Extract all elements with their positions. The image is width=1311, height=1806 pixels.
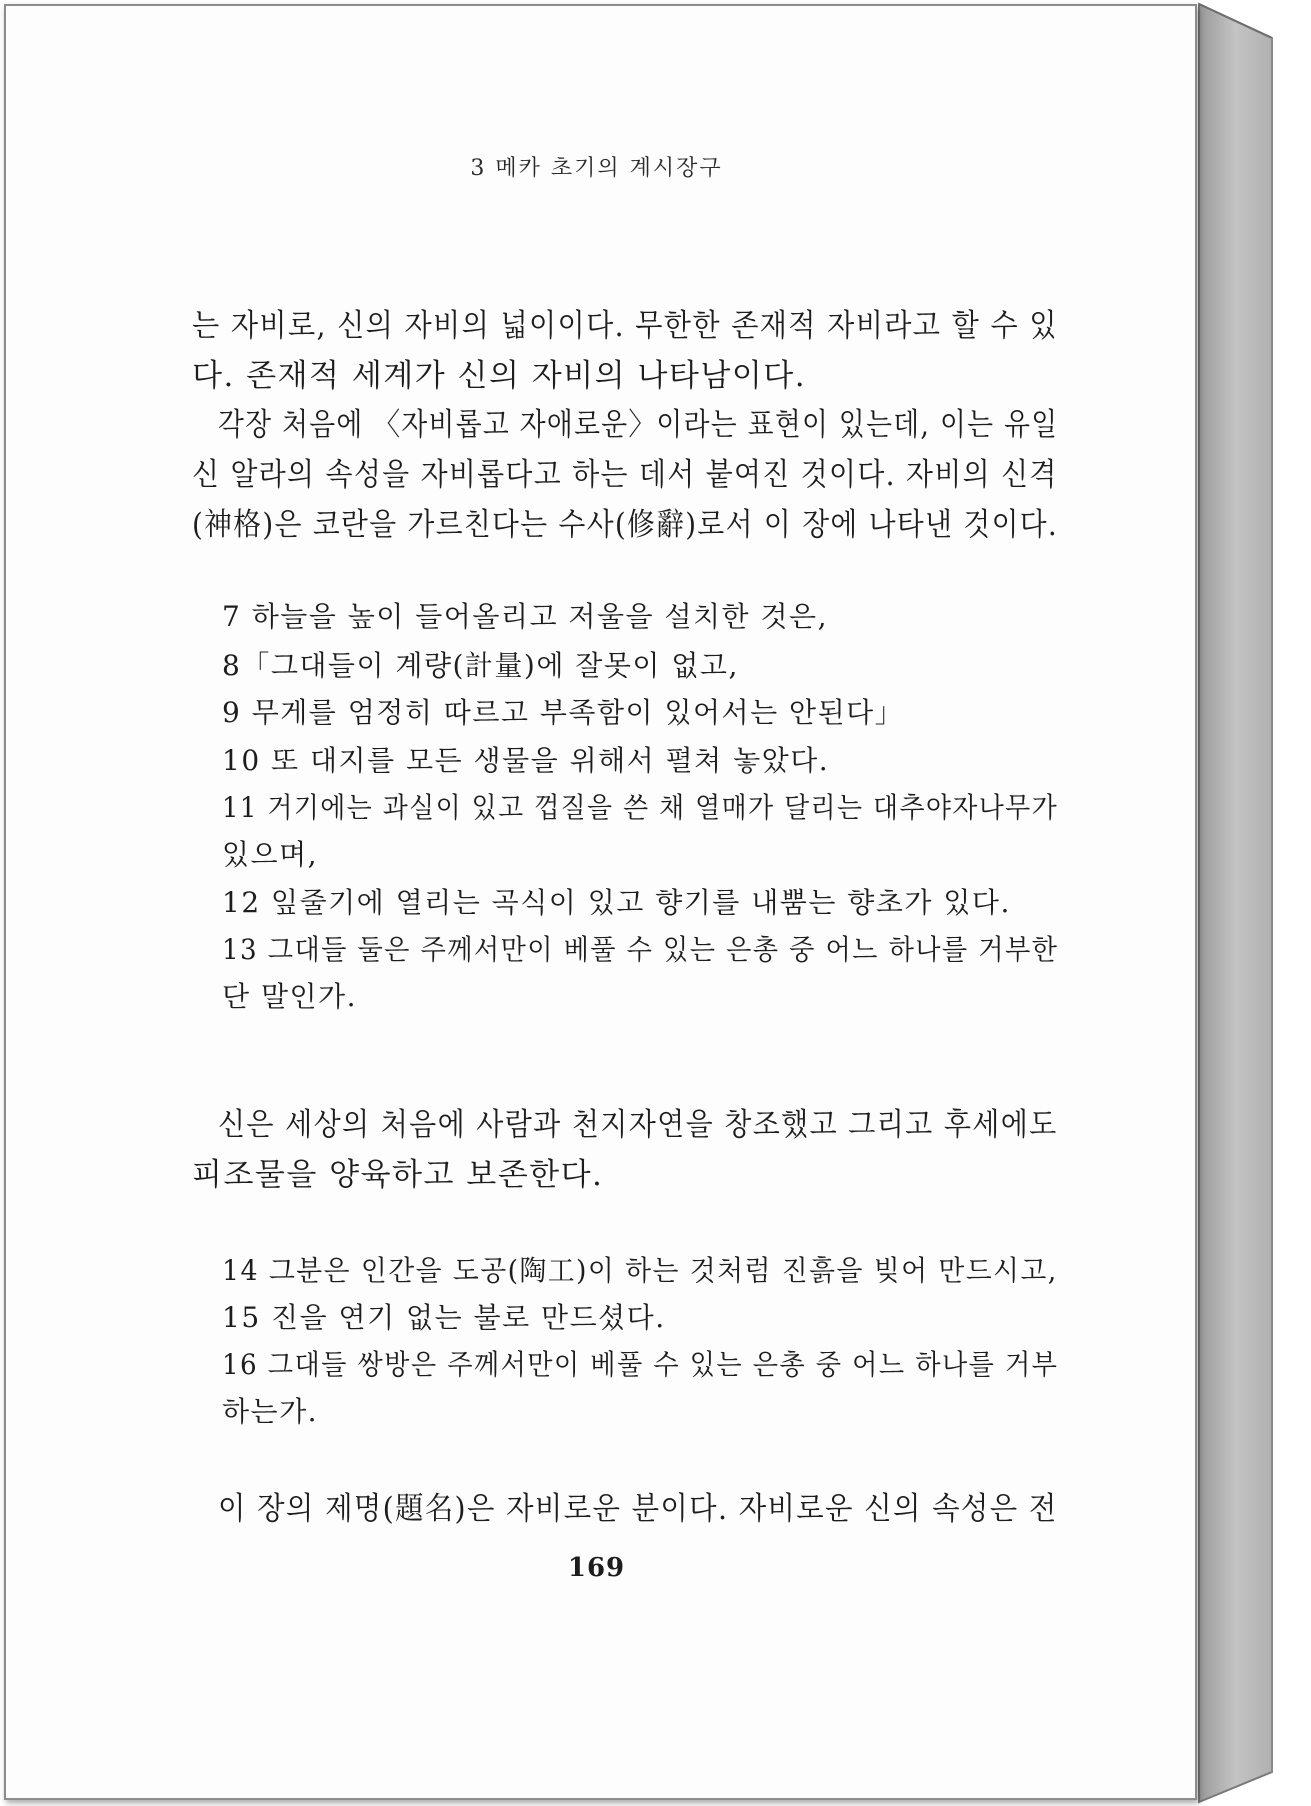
- running-head: 3 메카 초기의 계시장구: [470, 156, 723, 181]
- verse-line: 9 무게를 엄정히 따르고 부족함이 있어서는 안된다」: [222, 696, 905, 729]
- verse-line: 13 그대들 둘은 주께서만이 베풀 수 있는 은총 중 어느 하나를 거부한: [222, 933, 1059, 966]
- paragraph-line: 각장 처음에 〈자비롭고 자애로운〉이라는 표현이 있는데, 이는 유일: [218, 407, 1059, 443]
- verse-line: 16 그대들 쌍방은 주께서만이 베풀 수 있는 은총 중 어느 하나를 거부: [222, 1348, 1059, 1381]
- page-number: 169: [567, 1553, 626, 1583]
- paragraph-line: 피조물을 양육하고 보존한다.: [192, 1157, 604, 1193]
- paragraph-line: 신 알라의 속성을 자비롭다고 하는 데서 붙여진 것이다. 자비의 신격: [192, 457, 1058, 493]
- paragraph-line: 이 장의 제명(題名)은 자비로운 분이다. 자비로운 신의 속성은 전: [218, 1491, 1058, 1527]
- verse-line: 단 말인가.: [222, 980, 357, 1013]
- paragraph-line: 는 자비로, 신의 자비의 넓이이다. 무한한 존재적 자비라고 할 수 있: [192, 308, 1058, 344]
- paragraph-line: 신은 세상의 처음에 사람과 천지자연을 창조했고 그리고 후세에도: [218, 1107, 1058, 1143]
- verse-line: 11 거기에는 과실이 있고 껍질을 쓴 채 열매가 달리는 대추야자나무가: [222, 791, 1059, 824]
- verse-line: 7 하늘을 높이 들어올리고 저울을 설치한 것은,: [222, 600, 828, 633]
- verse-line: 12 잎줄기에 열리는 곡식이 있고 향기를 내뿜는 향초가 있다.: [222, 886, 1011, 919]
- verse-line: 8「그대들이 계량(計量)에 잘못이 없고,: [222, 649, 739, 682]
- verse-line: 있으며,: [222, 838, 319, 871]
- verse-line: 10 또 대지를 모든 생물을 위해서 펼쳐 놓았다.: [222, 744, 830, 777]
- paragraph-line: 다. 존재적 세계가 신의 자비의 나타남이다.: [192, 358, 807, 394]
- verse-line: 14 그분은 인간을 도공(陶工)이 하는 것처럼 진흙을 빚어 만드시고,: [222, 1254, 1058, 1287]
- paragraph-line: (神格)은 코란을 가르친다는 수사(修辭)로서 이 장에 나타낸 것이다.: [192, 507, 1059, 543]
- verse-line: 하는가.: [222, 1395, 319, 1428]
- verse-line: 15 진을 연기 없는 불로 만드셨다.: [222, 1301, 666, 1334]
